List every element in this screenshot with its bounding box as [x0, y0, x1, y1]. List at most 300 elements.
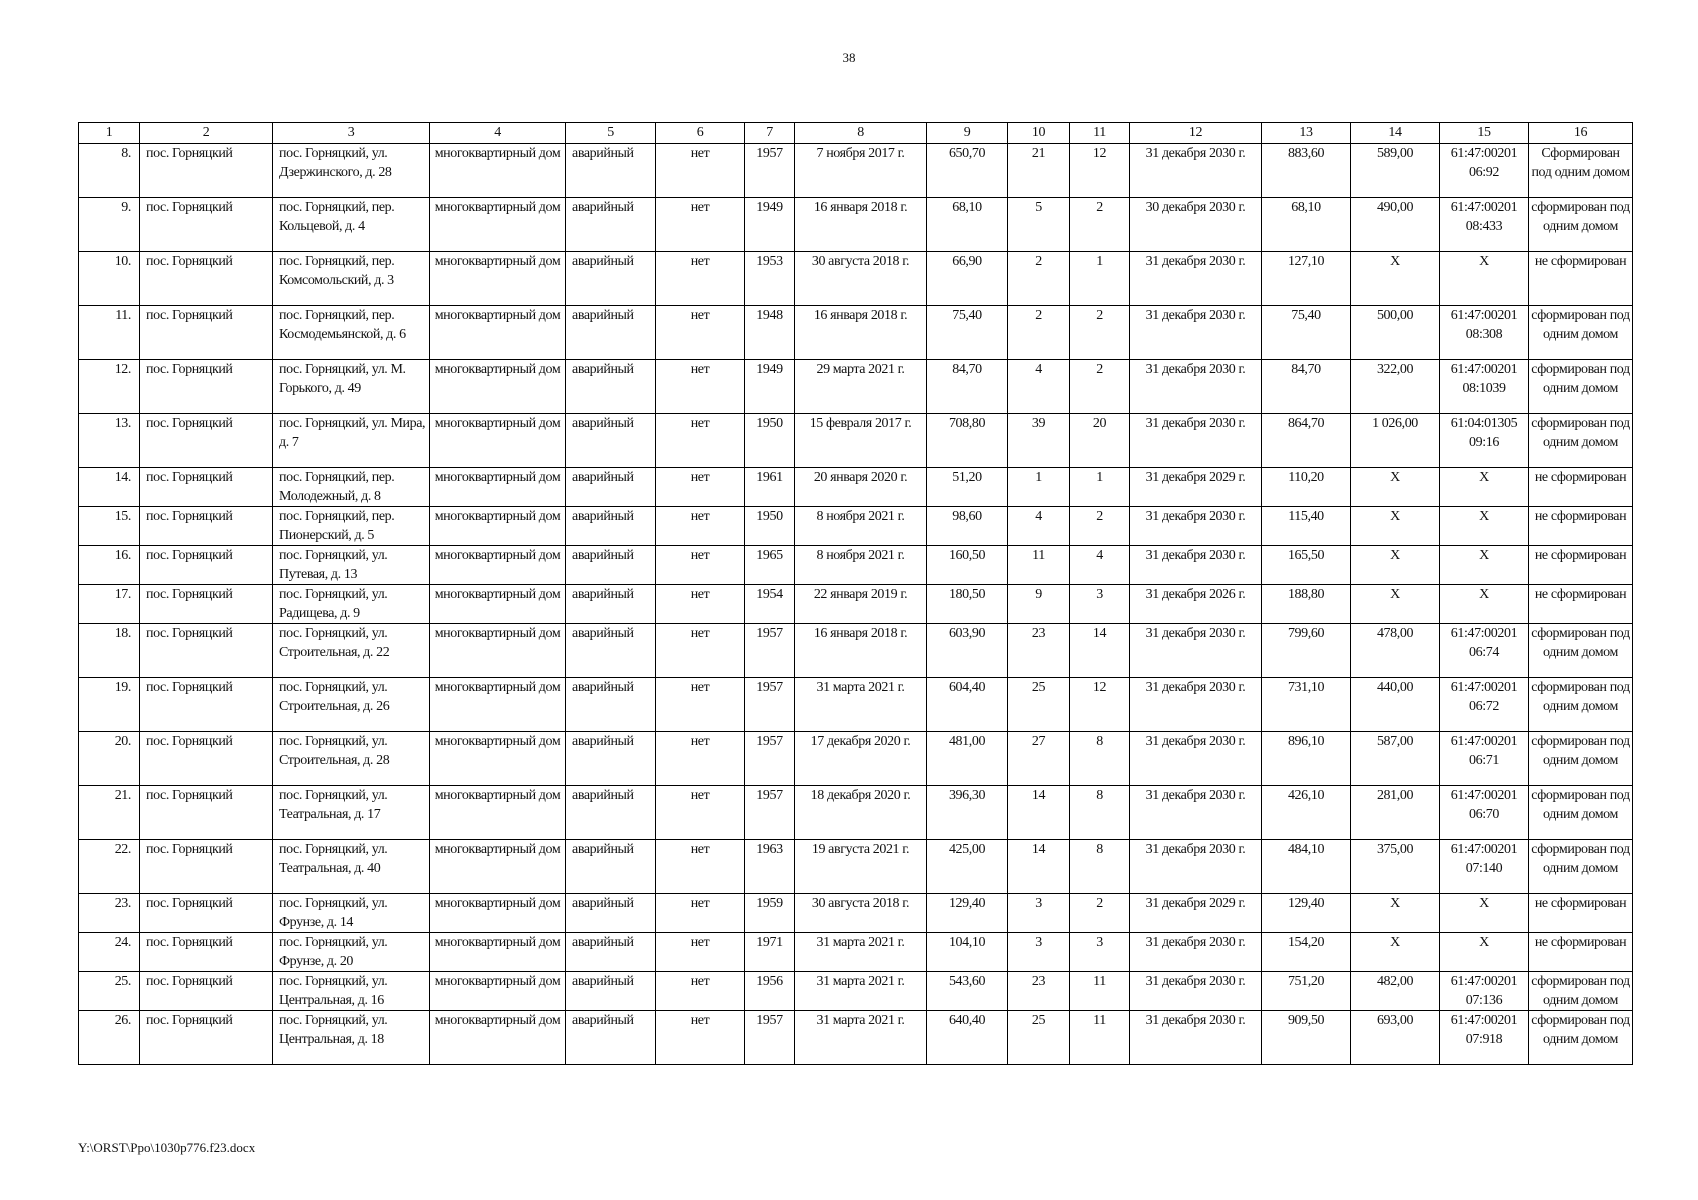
deadline-cell: 31 декабря 2030 г. — [1130, 414, 1262, 468]
apartments-cell: 4 — [1070, 546, 1130, 585]
flag-cell: нет — [656, 840, 745, 894]
land-plot-status-cell: сформирован под одним домом — [1529, 414, 1633, 468]
status-cell: аварийный — [566, 840, 656, 894]
settlement-cell: пос. Горняцкий — [140, 933, 273, 972]
status-cell: аварийный — [566, 933, 656, 972]
year-cell: 1963 — [745, 840, 795, 894]
settlement-cell: пос. Горняцкий — [140, 252, 273, 306]
area-cell: 98,60 — [927, 507, 1008, 546]
column-header: 10 — [1008, 123, 1070, 144]
settlement-cell: пос. Горняцкий — [140, 546, 273, 585]
deadline-cell: 31 декабря 2029 г. — [1130, 468, 1262, 507]
flag-cell: нет — [656, 360, 745, 414]
row-number-cell: 12. — [79, 360, 140, 414]
year-cell: 1948 — [745, 306, 795, 360]
land-plot-status-cell: Сформирован под одним домом — [1529, 144, 1633, 198]
cadastral-number-cell: 61:04:01305 09:16 — [1440, 414, 1529, 468]
area-cell: 84,70 — [927, 360, 1008, 414]
year-cell: 1950 — [745, 507, 795, 546]
deadline-cell: 31 декабря 2029 г. — [1130, 894, 1262, 933]
building-type-cell: многоквартирный дом — [430, 468, 566, 507]
recognition-date-cell: 31 марта 2021 г. — [795, 678, 927, 732]
residents-cell: 14 — [1008, 840, 1070, 894]
year-cell: 1965 — [745, 546, 795, 585]
recognition-date-cell: 16 января 2018 г. — [795, 198, 927, 252]
status-cell: аварийный — [566, 894, 656, 933]
address-cell: пос. Горняцкий, ул. Строительная, д. 28 — [273, 732, 430, 786]
deadline-cell: 31 декабря 2030 г. — [1130, 306, 1262, 360]
building-type-cell: многоквартирный дом — [430, 933, 566, 972]
year-cell: 1971 — [745, 933, 795, 972]
settlement-cell: пос. Горняцкий — [140, 972, 273, 1011]
recognition-date-cell: 16 января 2018 г. — [795, 306, 927, 360]
deadline-cell: 31 декабря 2026 г. — [1130, 585, 1262, 624]
column-header: 9 — [927, 123, 1008, 144]
cadastral-number-cell: 61:47:00201 08:1039 — [1440, 360, 1529, 414]
cadastral-number-cell: 61:47:00201 07:918 — [1440, 1011, 1529, 1065]
recognition-date-cell: 30 августа 2018 г. — [795, 252, 927, 306]
area-total-cell: 731,10 — [1262, 678, 1351, 732]
area-total-cell: 127,10 — [1262, 252, 1351, 306]
cadastral-number-cell: 61:47:00201 06:71 — [1440, 732, 1529, 786]
area-cell: 603,90 — [927, 624, 1008, 678]
area-cell: 708,80 — [927, 414, 1008, 468]
flag-cell: нет — [656, 507, 745, 546]
building-type-cell: многоквартирный дом — [430, 894, 566, 933]
building-type-cell: многоквартирный дом — [430, 972, 566, 1011]
area-cell: 640,40 — [927, 1011, 1008, 1065]
row-number-cell: 23. — [79, 894, 140, 933]
year-cell: 1957 — [745, 732, 795, 786]
land-plot-status-cell: сформирован под одним домом — [1529, 732, 1633, 786]
residents-cell: 21 — [1008, 144, 1070, 198]
area-cell: 68,10 — [927, 198, 1008, 252]
status-cell: аварийный — [566, 624, 656, 678]
table-row — [79, 252, 1633, 306]
recognition-date-cell: 7 ноября 2017 г. — [795, 144, 927, 198]
table-row — [79, 972, 1633, 1011]
status-cell: аварийный — [566, 414, 656, 468]
settlement-cell: пос. Горняцкий — [140, 360, 273, 414]
building-type-cell: многоквартирный дом — [430, 786, 566, 840]
recognition-date-cell: 20 января 2020 г. — [795, 468, 927, 507]
area-cell: 396,30 — [927, 786, 1008, 840]
column-header: 3 — [273, 123, 430, 144]
land-area-cell: 490,00 — [1351, 198, 1440, 252]
year-cell: 1959 — [745, 894, 795, 933]
area-total-cell: 154,20 — [1262, 933, 1351, 972]
settlement-cell: пос. Горняцкий — [140, 894, 273, 933]
column-header: 2 — [140, 123, 273, 144]
housing-registry-table — [78, 122, 1633, 1065]
area-total-cell: 426,10 — [1262, 786, 1351, 840]
residents-cell: 2 — [1008, 252, 1070, 306]
table-row — [79, 507, 1633, 546]
deadline-cell: 31 декабря 2030 г. — [1130, 252, 1262, 306]
status-cell: аварийный — [566, 546, 656, 585]
area-total-cell: 68,10 — [1262, 198, 1351, 252]
flag-cell: нет — [656, 414, 745, 468]
cadastral-number-cell: 61:47:00201 07:140 — [1440, 840, 1529, 894]
land-plot-status-cell: сформирован под одним домом — [1529, 198, 1633, 252]
recognition-date-cell: 15 февраля 2017 г. — [795, 414, 927, 468]
land-area-cell: 500,00 — [1351, 306, 1440, 360]
address-cell: пос. Горняцкий, ул. М. Горького, д. 49 — [273, 360, 430, 414]
recognition-date-cell: 31 марта 2021 г. — [795, 972, 927, 1011]
cadastral-number-cell: Х — [1440, 468, 1529, 507]
land-area-cell: 440,00 — [1351, 678, 1440, 732]
building-type-cell: многоквартирный дом — [430, 252, 566, 306]
column-header: 5 — [566, 123, 656, 144]
area-total-cell: 84,70 — [1262, 360, 1351, 414]
residents-cell: 25 — [1008, 1011, 1070, 1065]
land-plot-status-cell: не сформирован — [1529, 507, 1633, 546]
apartments-cell: 2 — [1070, 306, 1130, 360]
deadline-cell: 31 декабря 2030 г. — [1130, 546, 1262, 585]
land-area-cell: Х — [1351, 468, 1440, 507]
apartments-cell: 8 — [1070, 840, 1130, 894]
land-area-cell: 322,00 — [1351, 360, 1440, 414]
column-header: 14 — [1351, 123, 1440, 144]
building-type-cell: многоквартирный дом — [430, 624, 566, 678]
cadastral-number-cell: Х — [1440, 507, 1529, 546]
address-cell: пос. Горняцкий, ул. Мира, д. 7 — [273, 414, 430, 468]
year-cell: 1954 — [745, 585, 795, 624]
row-number-cell: 17. — [79, 585, 140, 624]
cadastral-number-cell: Х — [1440, 252, 1529, 306]
residents-cell: 3 — [1008, 894, 1070, 933]
table-row — [79, 144, 1633, 198]
land-plot-status-cell: сформирован под одним домом — [1529, 786, 1633, 840]
column-header: 13 — [1262, 123, 1351, 144]
residents-cell: 4 — [1008, 507, 1070, 546]
land-area-cell: Х — [1351, 507, 1440, 546]
status-cell: аварийный — [566, 360, 656, 414]
row-number-cell: 22. — [79, 840, 140, 894]
land-area-cell: 693,00 — [1351, 1011, 1440, 1065]
apartments-cell: 1 — [1070, 252, 1130, 306]
residents-cell: 3 — [1008, 933, 1070, 972]
address-cell: пос. Горняцкий, пер. Пионерский, д. 5 — [273, 507, 430, 546]
area-total-cell: 799,60 — [1262, 624, 1351, 678]
deadline-cell: 31 декабря 2030 г. — [1130, 624, 1262, 678]
table-row — [79, 732, 1633, 786]
file-path-footer: Y:\ORST\Ppo\1030p776.f23.docx — [78, 1140, 256, 1155]
status-cell: аварийный — [566, 468, 656, 507]
recognition-date-cell: 30 августа 2018 г. — [795, 894, 927, 933]
settlement-cell: пос. Горняцкий — [140, 1011, 273, 1065]
status-cell: аварийный — [566, 306, 656, 360]
land-plot-status-cell: сформирован под одним домом — [1529, 1011, 1633, 1065]
deadline-cell: 31 декабря 2030 г. — [1130, 678, 1262, 732]
flag-cell: нет — [656, 972, 745, 1011]
land-area-cell: Х — [1351, 546, 1440, 585]
building-type-cell: многоквартирный дом — [430, 840, 566, 894]
cadastral-number-cell: 61:47:00201 06:72 — [1440, 678, 1529, 732]
residents-cell: 11 — [1008, 546, 1070, 585]
status-cell: аварийный — [566, 972, 656, 1011]
settlement-cell: пос. Горняцкий — [140, 468, 273, 507]
status-cell: аварийный — [566, 198, 656, 252]
deadline-cell: 31 декабря 2030 г. — [1130, 972, 1262, 1011]
land-plot-status-cell: не сформирован — [1529, 585, 1633, 624]
year-cell: 1953 — [745, 252, 795, 306]
apartments-cell: 1 — [1070, 468, 1130, 507]
area-total-cell: 188,80 — [1262, 585, 1351, 624]
year-cell: 1949 — [745, 360, 795, 414]
table-row — [79, 933, 1633, 972]
table-row — [79, 840, 1633, 894]
area-cell: 129,40 — [927, 894, 1008, 933]
deadline-cell: 31 декабря 2030 г. — [1130, 840, 1262, 894]
row-number-cell: 26. — [79, 1011, 140, 1065]
area-total-cell: 75,40 — [1262, 306, 1351, 360]
building-type-cell: многоквартирный дом — [430, 732, 566, 786]
address-cell: пос. Горняцкий, пер. Комсомольский, д. 3 — [273, 252, 430, 306]
apartments-cell: 3 — [1070, 585, 1130, 624]
settlement-cell: пос. Горняцкий — [140, 732, 273, 786]
area-cell: 543,60 — [927, 972, 1008, 1011]
area-cell: 604,40 — [927, 678, 1008, 732]
area-total-cell: 484,10 — [1262, 840, 1351, 894]
recognition-date-cell: 18 декабря 2020 г. — [795, 786, 927, 840]
area-cell: 650,70 — [927, 144, 1008, 198]
area-total-cell: 909,50 — [1262, 1011, 1351, 1065]
settlement-cell: пос. Горняцкий — [140, 198, 273, 252]
row-number-cell: 10. — [79, 252, 140, 306]
settlement-cell: пос. Горняцкий — [140, 585, 273, 624]
page-number: 38 — [842, 50, 856, 65]
area-total-cell: 883,60 — [1262, 144, 1351, 198]
column-header: 7 — [745, 123, 795, 144]
flag-cell: нет — [656, 678, 745, 732]
area-cell: 180,50 — [927, 585, 1008, 624]
column-header: 12 — [1130, 123, 1262, 144]
year-cell: 1957 — [745, 786, 795, 840]
table-body — [79, 144, 1633, 1065]
settlement-cell: пос. Горняцкий — [140, 786, 273, 840]
land-plot-status-cell: не сформирован — [1529, 252, 1633, 306]
table-row — [79, 546, 1633, 585]
land-plot-status-cell: не сформирован — [1529, 933, 1633, 972]
cadastral-number-cell: 61:47:00201 07:136 — [1440, 972, 1529, 1011]
cadastral-number-cell: 61:47:00201 08:433 — [1440, 198, 1529, 252]
land-area-cell: 281,00 — [1351, 786, 1440, 840]
apartments-cell: 2 — [1070, 507, 1130, 546]
column-header: 16 — [1529, 123, 1633, 144]
recognition-date-cell: 8 ноября 2021 г. — [795, 546, 927, 585]
area-cell: 425,00 — [927, 840, 1008, 894]
apartments-cell: 8 — [1070, 732, 1130, 786]
settlement-cell: пос. Горняцкий — [140, 624, 273, 678]
year-cell: 1957 — [745, 678, 795, 732]
recognition-date-cell: 31 марта 2021 г. — [795, 1011, 927, 1065]
area-total-cell: 864,70 — [1262, 414, 1351, 468]
address-cell: пос. Горняцкий, ул. Центральная, д. 16 — [273, 972, 430, 1011]
area-total-cell: 129,40 — [1262, 894, 1351, 933]
apartments-cell: 11 — [1070, 1011, 1130, 1065]
address-cell: пос. Горняцкий, ул. Строительная, д. 22 — [273, 624, 430, 678]
residents-cell: 23 — [1008, 972, 1070, 1011]
address-cell: пос. Горняцкий, пер. Космодемьянской, д. 6 — [273, 306, 430, 360]
address-cell: пос. Горняцкий, ул. Фрунзе, д. 20 — [273, 933, 430, 972]
year-cell: 1950 — [745, 414, 795, 468]
address-cell: пос. Горняцкий, ул. Центральная, д. 18 — [273, 1011, 430, 1065]
residents-cell: 9 — [1008, 585, 1070, 624]
table-row — [79, 468, 1633, 507]
table-row — [79, 306, 1633, 360]
row-number-cell: 14. — [79, 468, 140, 507]
status-cell: аварийный — [566, 585, 656, 624]
recognition-date-cell: 22 января 2019 г. — [795, 585, 927, 624]
row-number-cell: 21. — [79, 786, 140, 840]
flag-cell: нет — [656, 732, 745, 786]
building-type-cell: многоквартирный дом — [430, 546, 566, 585]
address-cell: пос. Горняцкий, ул. Фрунзе, д. 14 — [273, 894, 430, 933]
recognition-date-cell: 16 января 2018 г. — [795, 624, 927, 678]
flag-cell: нет — [656, 585, 745, 624]
building-type-cell: многоквартирный дом — [430, 1011, 566, 1065]
year-cell: 1949 — [745, 198, 795, 252]
settlement-cell: пос. Горняцкий — [140, 306, 273, 360]
recognition-date-cell: 31 марта 2021 г. — [795, 933, 927, 972]
year-cell: 1961 — [745, 468, 795, 507]
land-plot-status-cell: сформирован под одним домом — [1529, 678, 1633, 732]
apartments-cell: 14 — [1070, 624, 1130, 678]
column-header: 4 — [430, 123, 566, 144]
cadastral-number-cell: 61:47:00201 08:308 — [1440, 306, 1529, 360]
deadline-cell: 31 декабря 2030 г. — [1130, 786, 1262, 840]
deadline-cell: 31 декабря 2030 г. — [1130, 507, 1262, 546]
apartments-cell: 11 — [1070, 972, 1130, 1011]
column-header: 1 — [79, 123, 140, 144]
row-number-cell: 11. — [79, 306, 140, 360]
table-row — [79, 1011, 1633, 1065]
building-type-cell: многоквартирный дом — [430, 306, 566, 360]
settlement-cell: пос. Горняцкий — [140, 144, 273, 198]
status-cell: аварийный — [566, 732, 656, 786]
status-cell: аварийный — [566, 678, 656, 732]
flag-cell: нет — [656, 252, 745, 306]
status-cell: аварийный — [566, 144, 656, 198]
cadastral-number-cell: Х — [1440, 585, 1529, 624]
land-plot-status-cell: сформирован под одним домом — [1529, 840, 1633, 894]
settlement-cell: пос. Горняцкий — [140, 678, 273, 732]
column-header: 15 — [1440, 123, 1529, 144]
recognition-date-cell: 8 ноября 2021 г. — [795, 507, 927, 546]
table-row — [79, 894, 1633, 933]
building-type-cell: многоквартирный дом — [430, 360, 566, 414]
land-area-cell: Х — [1351, 933, 1440, 972]
apartments-cell: 12 — [1070, 678, 1130, 732]
land-area-cell: 589,00 — [1351, 144, 1440, 198]
residents-cell: 5 — [1008, 198, 1070, 252]
area-total-cell: 896,10 — [1262, 732, 1351, 786]
cadastral-number-cell: Х — [1440, 894, 1529, 933]
flag-cell: нет — [656, 546, 745, 585]
area-total-cell: 165,50 — [1262, 546, 1351, 585]
area-total-cell: 115,40 — [1262, 507, 1351, 546]
cadastral-number-cell: 61:47:00201 06:92 — [1440, 144, 1529, 198]
area-total-cell: 110,20 — [1262, 468, 1351, 507]
cadastral-number-cell: 61:47:00201 06:74 — [1440, 624, 1529, 678]
area-cell: 160,50 — [927, 546, 1008, 585]
apartments-cell: 2 — [1070, 198, 1130, 252]
residents-cell: 39 — [1008, 414, 1070, 468]
row-number-cell: 19. — [79, 678, 140, 732]
apartments-cell: 2 — [1070, 360, 1130, 414]
flag-cell: нет — [656, 624, 745, 678]
land-area-cell: 482,00 — [1351, 972, 1440, 1011]
table-row — [79, 786, 1633, 840]
land-plot-status-cell: не сформирован — [1529, 894, 1633, 933]
cadastral-number-cell: Х — [1440, 546, 1529, 585]
building-type-cell: многоквартирный дом — [430, 678, 566, 732]
row-number-cell: 18. — [79, 624, 140, 678]
residents-cell: 1 — [1008, 468, 1070, 507]
flag-cell: нет — [656, 1011, 745, 1065]
column-header: 8 — [795, 123, 927, 144]
residents-cell: 4 — [1008, 360, 1070, 414]
apartments-cell: 20 — [1070, 414, 1130, 468]
area-total-cell: 751,20 — [1262, 972, 1351, 1011]
deadline-cell: 31 декабря 2030 г. — [1130, 360, 1262, 414]
building-type-cell: многоквартирный дом — [430, 144, 566, 198]
residents-cell: 27 — [1008, 732, 1070, 786]
land-plot-status-cell: не сформирован — [1529, 468, 1633, 507]
deadline-cell: 30 декабря 2030 г. — [1130, 198, 1262, 252]
area-cell: 66,90 — [927, 252, 1008, 306]
row-number-cell: 13. — [79, 414, 140, 468]
land-area-cell: 478,00 — [1351, 624, 1440, 678]
flag-cell: нет — [656, 786, 745, 840]
table-row — [79, 414, 1633, 468]
land-area-cell: Х — [1351, 252, 1440, 306]
address-cell: пос. Горняцкий, ул. Радищева, д. 9 — [273, 585, 430, 624]
deadline-cell: 31 декабря 2030 г. — [1130, 933, 1262, 972]
land-plot-status-cell: сформирован под одним домом — [1529, 360, 1633, 414]
area-cell: 75,40 — [927, 306, 1008, 360]
status-cell: аварийный — [566, 252, 656, 306]
cadastral-number-cell: 61:47:00201 06:70 — [1440, 786, 1529, 840]
address-cell: пос. Горняцкий, пер. Молодежный, д. 8 — [273, 468, 430, 507]
flag-cell: нет — [656, 894, 745, 933]
deadline-cell: 31 декабря 2030 г. — [1130, 732, 1262, 786]
status-cell: аварийный — [566, 786, 656, 840]
row-number-cell: 25. — [79, 972, 140, 1011]
area-cell: 51,20 — [927, 468, 1008, 507]
residents-cell: 25 — [1008, 678, 1070, 732]
flag-cell: нет — [656, 144, 745, 198]
flag-cell: нет — [656, 468, 745, 507]
address-cell: пос. Горняцкий, ул. Театральная, д. 17 — [273, 786, 430, 840]
settlement-cell: пос. Горняцкий — [140, 414, 273, 468]
building-type-cell: многоквартирный дом — [430, 414, 566, 468]
table-row — [79, 678, 1633, 732]
table-row — [79, 198, 1633, 252]
row-number-cell: 16. — [79, 546, 140, 585]
address-cell: пос. Горняцкий, пер. Кольцевой, д. 4 — [273, 198, 430, 252]
row-number-cell: 9. — [79, 198, 140, 252]
flag-cell: нет — [656, 933, 745, 972]
flag-cell: нет — [656, 306, 745, 360]
settlement-cell: пос. Горняцкий — [140, 840, 273, 894]
cadastral-number-cell: Х — [1440, 933, 1529, 972]
apartments-cell: 12 — [1070, 144, 1130, 198]
row-number-cell: 15. — [79, 507, 140, 546]
address-cell: пос. Горняцкий, ул. Строительная, д. 26 — [273, 678, 430, 732]
row-number-cell: 24. — [79, 933, 140, 972]
